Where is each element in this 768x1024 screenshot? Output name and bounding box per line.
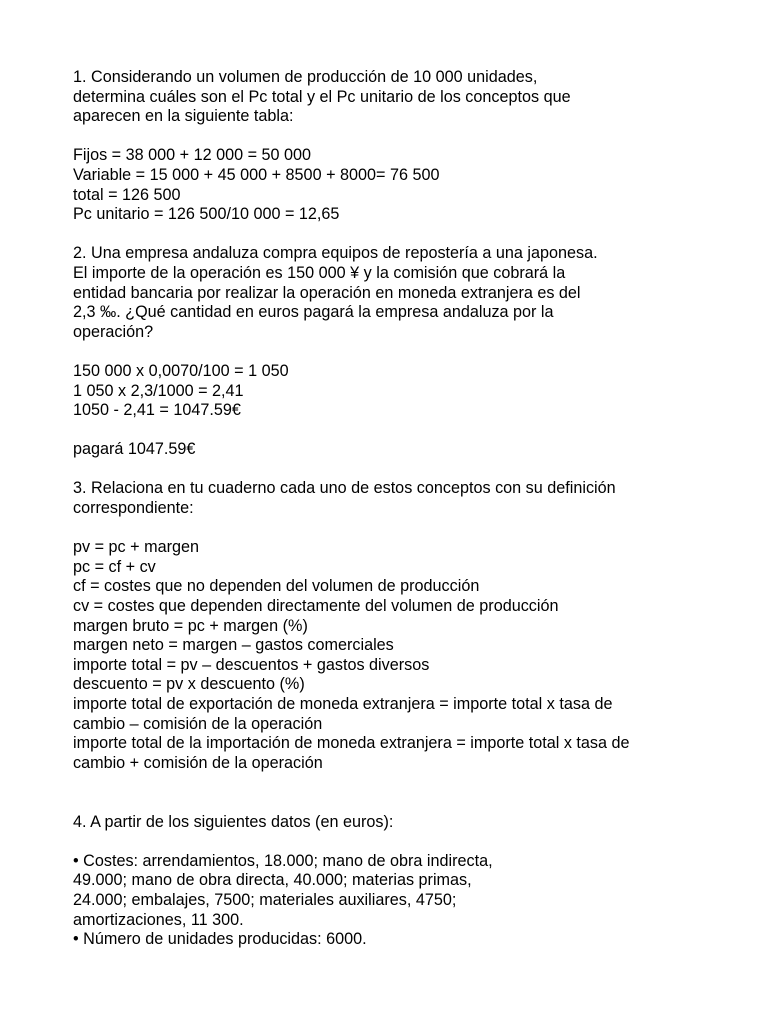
question-4 (73, 813, 753, 950)
question-2-calculation-line: 1 050 x 2,3/1000 = 2,41 (73, 381, 244, 400)
question-2-statement-line: El importe de la operación es 150 000 ¥ y la comisión que cobrará la (73, 263, 566, 282)
question-3 (73, 479, 753, 773)
blank-line (73, 342, 753, 362)
question-3-answer-line: cv = costes que dependen directamente del volumen de producción (73, 597, 559, 616)
question-1-statement-line: aparecen en la siguiente tabla: (73, 107, 294, 126)
question-3-answer-line: descuento = pv x descuento (%) (73, 675, 305, 694)
question-4-data-line: • Costes: arrendamientos, 18.000; mano de obra indirecta, (73, 851, 493, 870)
question-1-statement-line: 1. Considerando un volumen de producción de 10 000 unidades, (73, 68, 538, 86)
question-1-statement-line: determina cuáles son el Pc total y el Pc unitario de los conceptos que (73, 87, 571, 106)
question-3-statement-line: 3. Relaciona en tu cuaderno cada uno de estos conceptos con su definición (73, 479, 616, 498)
question-1 (73, 68, 753, 225)
question-2-calculation-line: 1050 - 2,41 = 1047.59€ (73, 401, 241, 420)
blank-line (73, 519, 753, 539)
question-3-statement-line: correspondiente: (73, 499, 194, 518)
question-3-answer-line: cambio + comisión de la operación (73, 753, 323, 772)
question-3-answer-line: importe total de exportación de moneda extranjera = importe total x tasa de (73, 695, 613, 713)
question-1-answer-line: Variable = 15 000 + 45 000 + 8500 + 8000= 76 500 (73, 165, 440, 184)
question-2-statement-line: 2,3 ‰. ¿Qué cantidad en euros pagará la empresa andaluza por la (73, 303, 554, 322)
question-1-answer-line: Fijos = 38 000 + 12 000 = 50 000 (73, 146, 312, 165)
question-3-answer-line: pc = cf + cv (73, 557, 156, 576)
question-1-answer-line: total = 126 500 (73, 185, 181, 204)
question-3-answer-line: margen neto = margen – gastos comerciales (73, 636, 394, 655)
blank-line (73, 421, 753, 441)
question-2 (73, 244, 753, 460)
question-4-data-line: 24.000; embalajes, 7500; materiales auxiliares, 4750; (73, 890, 457, 909)
blank-line (73, 773, 753, 812)
question-4-data-line: 49.000; mano de obra directa, 40.000; materias primas, (73, 871, 472, 890)
blank-line (73, 127, 753, 147)
question-3-answer-line: margen bruto = pc + margen (%) (73, 616, 308, 635)
blank-line (73, 832, 753, 852)
question-4-data-line: amortizaciones, 11 300. (73, 910, 244, 929)
question-3-answer-line: importe total = pv – descuentos + gastos diversos (73, 655, 430, 674)
question-2-calculation-line: 150 000 x 0,0070/100 = 1 050 (73, 361, 289, 380)
question-3-answer-line: pv = pc + margen (73, 538, 199, 557)
question-4-data-line: • Número de unidades producidas: 6000. (73, 930, 367, 949)
question-3-answer-line: cf = costes que no dependen del volumen de producción (73, 577, 480, 596)
question-2-result: pagará 1047.59€ (73, 440, 196, 459)
blank-line (73, 225, 753, 245)
document-page (73, 68, 753, 950)
question-2-statement-line: 2. Una empresa andaluza compra equipos de repostería a una japonesa. (73, 244, 598, 263)
question-1-answer-line: Pc unitario = 126 500/10 000 = 12,65 (73, 205, 340, 224)
blank-line (73, 460, 753, 480)
question-3-answer-line: cambio – comisión de la operación (73, 714, 323, 733)
question-3-answer-line: importe total de la importación de moneda extranjera = importe total x tasa de (73, 734, 630, 753)
question-2-statement-line: operación? (73, 322, 154, 341)
question-2-statement-line: entidad bancaria por realizar la operación en moneda extranjera es del (73, 283, 581, 302)
question-4-statement-line: 4. A partir de los siguientes datos (en euros): (73, 812, 394, 831)
